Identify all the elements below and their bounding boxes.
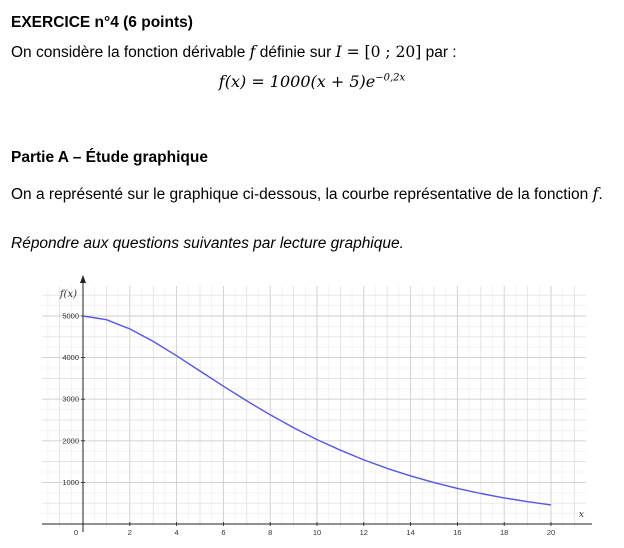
x-tick-label: 18 [500, 528, 509, 537]
intro-text-end: par : [421, 44, 457, 61]
formula-main: f(x) = 1000(x + 5)e [218, 72, 376, 91]
part-a-paragraph [11, 184, 614, 205]
x-tick-label: 8 [268, 528, 273, 537]
intro-text-mid: définie sur [255, 44, 336, 61]
intro-function-symbol: f [249, 43, 256, 61]
intro-text-start: On considère la fonction dérivable [11, 44, 250, 61]
x-tick-label: 4 [174, 528, 179, 537]
x-tick-label: 6 [221, 528, 226, 537]
paragraph-text: On a représenté sur le graphique ci-dessous, la courbe représentative de la fonction [11, 186, 593, 203]
exercise-title: EXERCICE n°4 (6 points) [11, 14, 193, 31]
formula-exponent: −0,2x [375, 72, 406, 84]
part-a-instruction: Répondre aux questions suivantes par lecture graphique. [11, 235, 404, 252]
part-a-title: Partie A – Étude graphique [11, 149, 208, 166]
y-tick-label: 4000 [62, 353, 79, 363]
x-tick-label: 2 [127, 528, 132, 537]
x-tick-label: 0 [73, 528, 79, 537]
y-tick-label: 2000 [62, 436, 79, 446]
x-axis-label: x [578, 510, 584, 520]
x-tick-label: 20 [546, 528, 556, 537]
x-tick-label: 14 [406, 528, 415, 537]
x-tick-label: 12 [359, 528, 368, 537]
function-formula [0, 72, 624, 91]
intro-domain-symbol: I [335, 43, 342, 61]
paragraph-end: . [598, 186, 603, 203]
x-tick-label: 16 [453, 528, 462, 537]
y-axis-label: f(x) [59, 289, 77, 300]
paragraph-function-symbol: f [592, 185, 599, 203]
intro-line [11, 43, 457, 62]
y-tick-label: 3000 [62, 394, 79, 404]
function-graph [38, 274, 598, 538]
intro-interval: = [0 ; 20] [341, 43, 422, 61]
y-tick-label: 1000 [62, 477, 79, 487]
x-tick-label: 10 [312, 528, 322, 537]
y-axis-arrow [80, 275, 86, 283]
y-tick-label: 5000 [62, 311, 79, 321]
